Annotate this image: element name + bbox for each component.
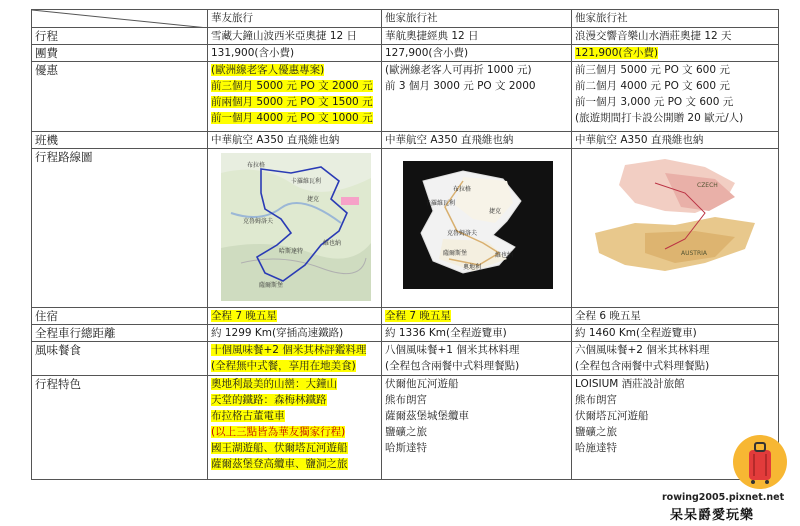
discount-line: (旅遊期間打卡設公開贈 20 歐元/人) (575, 112, 744, 124)
route-map-cell-2 (382, 149, 572, 308)
feature-line: 鹽礦之旅 (575, 426, 617, 438)
luggage-icon (732, 434, 788, 490)
hotel-highlight: 全程 7 晚五星 (211, 310, 277, 322)
discount-line: 前二個月 4000 元 PO 文 600 元 (575, 80, 730, 92)
col-header-3: 他家旅行社 (572, 10, 779, 28)
discount-line: 前兩個月 5000 元 PO 文 1500 元 (211, 96, 373, 108)
route-map-cell-3 (572, 149, 779, 308)
flight-cell-2: 中華航空 A350 直飛維也納 (382, 132, 572, 149)
map-label: 克魯姆洛夫 (243, 218, 274, 225)
map-label: 哈斯達特 (279, 248, 304, 255)
map-label: 維也納 (495, 252, 514, 259)
row-flight (32, 132, 779, 149)
price-highlight: 121,900(含小費) (575, 47, 659, 59)
route-map-1 (221, 153, 371, 301)
feature-line: 薩爾茲堡城堡纜車 (385, 410, 469, 422)
meals-line: 十個風味餐+2 個米其林評鑑料理 (211, 344, 367, 356)
map-label: 薩爾斯堡 (443, 250, 468, 257)
row-label-hotel: 住宿 (32, 308, 208, 325)
discount-line: (歐洲線老客人可再折 1000 元) (385, 64, 532, 76)
feature-exclusive-note: (以上三點皆為華友獨家行程) (211, 426, 346, 438)
distance-cell-3: 約 1460 Km(全程遊覽車) (572, 325, 779, 342)
route-map-3 (585, 153, 765, 301)
row-meals (32, 342, 779, 376)
row-distance (32, 325, 779, 342)
price-cell-1: 131,900(含小費) (208, 45, 382, 62)
row-label-meals: 風味餐食 (32, 342, 208, 376)
distance-cell-2: 約 1336 Km(全程遊覽車) (382, 325, 572, 342)
map-label: AUSTRIA (681, 250, 708, 257)
discount-line: (歐洲線老客人優惠專案) (211, 64, 325, 76)
meals-cell-1 (208, 342, 382, 376)
feature-line: 天堂的鐵路：森梅林鐵路 (211, 394, 327, 406)
corner-diagonal (32, 10, 208, 28)
row-itinerary (32, 28, 779, 45)
row-label-features: 行程特色 (32, 376, 208, 480)
row-label-route-map: 行程路線圖 (32, 149, 208, 308)
meals-cell-2 (382, 342, 572, 376)
row-features (32, 376, 779, 480)
map-label: 布拉格 (453, 186, 472, 193)
row-discount (32, 62, 779, 132)
map-label: 捷克 (307, 196, 320, 203)
feature-line: 鹽礦之旅 (385, 426, 427, 438)
hotel-cell-1 (208, 308, 382, 325)
row-price (32, 45, 779, 62)
discount-line: 前 3 個月 3000 元 PO 文 2000 (385, 80, 536, 92)
discount-cell-1 (208, 62, 382, 132)
flight-cell-3: 中華航空 A350 直飛維也納 (572, 132, 779, 149)
corner-cell (32, 10, 208, 28)
feature-line: LOISIUM 酒莊設計旅館 (575, 378, 685, 390)
meals-cell-3 (572, 342, 779, 376)
feature-line: 布拉格古董電車 (211, 410, 285, 422)
discount-line: 前一個月 4000 元 PO 文 1000 元 (211, 112, 373, 124)
map-label: 薩爾斯堡 (259, 282, 284, 289)
price-cell-2: 127,900(含小費) (382, 45, 572, 62)
flight-cell-1: 中華航空 A350 直飛維也納 (208, 132, 382, 149)
discount-line: 前三個月 5000 元 PO 文 2000 元 (211, 80, 373, 92)
route-map-cell-1 (208, 149, 382, 308)
discount-cell-2 (382, 62, 572, 132)
watermark-url: rowing2005.pixnet.net (662, 492, 785, 503)
hotel-cell-2 (382, 308, 572, 325)
map-label: 奧地利 (463, 264, 482, 271)
meals-line: 六個風味餐+2 個米其林料理 (575, 344, 710, 356)
feature-line: 伏爾塔瓦河遊船 (575, 410, 649, 422)
itinerary-cell-2: 華航奧捷經典 12 日 (382, 28, 572, 45)
route-map-2 (403, 161, 553, 289)
feature-line: 薩爾茲堡登高纜車、鹽洞之旅 (211, 458, 348, 470)
feature-line: 哈斯達特 (385, 442, 427, 454)
header-row (32, 10, 779, 28)
feature-line: 熊布朗宮 (385, 394, 427, 406)
price-cell-3 (572, 45, 779, 62)
feature-line: 國王湖遊船、伏爾塔瓦河遊船 (211, 442, 348, 454)
meals-line: (全程包含兩餐中式料理餐點) (385, 360, 520, 372)
map-label: 卡羅維瓦利 (291, 178, 322, 185)
feature-line: 伏爾他瓦河遊船 (385, 378, 459, 390)
features-cell-2 (382, 376, 572, 480)
feature-line: 熊布朗宮 (575, 394, 617, 406)
map-label: 維也納 (323, 240, 342, 247)
map-label: 克魯姆洛夫 (447, 230, 478, 237)
row-label-flight: 班機 (32, 132, 208, 149)
features-cell-1 (208, 376, 382, 480)
row-label-itinerary: 行程 (32, 28, 208, 45)
hotel-highlight: 全程 7 晚五星 (385, 310, 451, 322)
comparison-table (31, 9, 779, 480)
map-label: CZECH (697, 182, 718, 189)
discount-line: 前三個月 5000 元 PO 文 600 元 (575, 64, 730, 76)
row-hotel (32, 308, 779, 325)
map-label: 捷克 (489, 208, 502, 215)
itinerary-cell-1: 雪藏大鐘山波西米亞奧捷 12 日 (208, 28, 382, 45)
itinerary-cell-3: 浪漫交響音樂山水酒莊奧捷 12 天 (572, 28, 779, 45)
meals-line: 八個風味餐+1 個米其林料理 (385, 344, 520, 356)
row-label-price: 團費 (32, 45, 208, 62)
watermark-name: 呆呆爵愛玩樂 (670, 508, 755, 523)
feature-line: 奧地利最美的山巒：大鐘山 (211, 378, 337, 390)
hotel-cell-3: 全程 6 晚五星 (572, 308, 779, 325)
feature-line: 哈施達特 (575, 442, 617, 454)
discount-cell-3 (572, 62, 779, 132)
discount-line: 前一個月 3,000 元 PO 文 600 元 (575, 96, 734, 108)
col-header-2: 他家旅行社 (382, 10, 572, 28)
row-route-map (32, 149, 779, 308)
row-label-discount: 優惠 (32, 62, 208, 132)
row-label-distance: 全程車行總距離 (32, 325, 208, 342)
map-label: 卡羅維瓦利 (425, 200, 456, 207)
map-label: 布拉格 (247, 162, 266, 169)
col-header-1: 華友旅行 (208, 10, 382, 28)
distance-cell-1: 約 1299 Km(穿插高速鐵路) (208, 325, 382, 342)
meals-line: (全程包含兩餐中式料理餐點) (575, 360, 710, 372)
meals-line: (全程無中式餐，享用在地美食) (211, 360, 356, 372)
